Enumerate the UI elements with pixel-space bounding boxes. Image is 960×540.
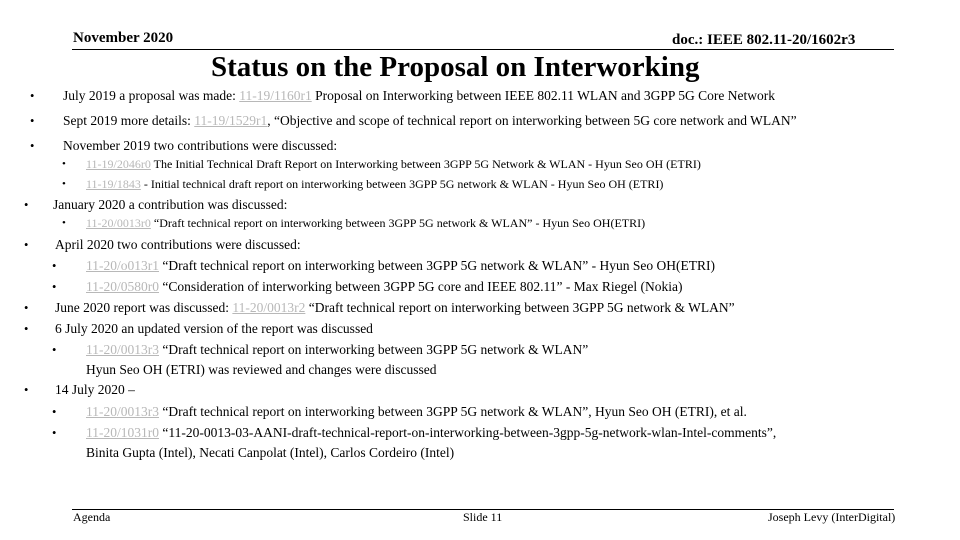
list-item: [53, 197, 287, 213]
list-item: [86, 216, 645, 231]
item-text: 14 July 2020 –: [55, 382, 135, 397]
item-text: Hyun Seo OH (ETRI) was reviewed and changes were discussed: [86, 362, 437, 377]
document-link[interactable]: 11-20/0013r0: [86, 216, 151, 230]
item-text: “Draft technical report on interworking between 3GPP 5G network & WLAN” - Hyun Seo OH(ETRI): [150, 216, 646, 230]
bullet-icon: •: [24, 322, 29, 336]
bullet-icon: •: [24, 301, 29, 315]
item-text: The Initial Technical Draft Report on Interworking between 3GPP 5G Network & WLAN - Hyun Seo OH (ETRI): [150, 157, 701, 171]
item-text: January 2020 a contribution was discussed:: [53, 197, 288, 212]
item-text: “Consideration of interworking between 3GPP 5G core and IEEE 802.11” - Max Riegel (Nokia): [159, 279, 683, 294]
list-item: [86, 258, 715, 274]
document-link[interactable]: 11-20/0013r3: [86, 342, 159, 357]
item-text: April 2020 two contributions were discussed:: [55, 237, 301, 252]
bullet-icon: •: [24, 383, 29, 397]
header-rule: [72, 49, 894, 50]
item-text: July 2019 a proposal was made:: [63, 88, 240, 103]
bullet-icon: •: [62, 158, 66, 170]
list-item: [63, 88, 775, 104]
bullet-icon: •: [30, 114, 35, 128]
item-text: “Draft technical report on interworking between 3GPP 5G network & WLAN”, Hyun Seo OH (ETRI), et al.: [159, 404, 747, 419]
list-item: [86, 362, 437, 378]
footer-author: Joseph Levy (InterDigital): [768, 510, 896, 524]
item-text: November 2019 two contributions were discussed:: [63, 138, 338, 153]
bullet-icon: •: [24, 198, 29, 212]
list-item: [86, 157, 701, 172]
header-date: November 2020: [73, 30, 174, 46]
document-link[interactable]: 11-20/o013r1: [86, 258, 159, 273]
item-text: “Draft technical report on interworking between 3GPP 5G network & WLAN” - Hyun Seo OH(ETRI): [159, 258, 715, 273]
bullet-icon: •: [52, 259, 57, 273]
document-link[interactable]: 11-19/1160r1: [239, 88, 312, 103]
item-text: “Draft technical report on interworking between 3GPP 5G network & WLAN”: [159, 342, 589, 357]
bullet-icon: •: [30, 139, 35, 153]
item-text: “11-20-0013-03-AANI-draft-technical-report-on-interworking-between-3gpp-5g-network-wlan-Intel-comments”,: [159, 425, 777, 440]
item-text: Sept 2019 more details:: [63, 113, 195, 128]
item-text: Binita Gupta (Intel), Necati Canpolat (Intel), Carlos Cordeiro (Intel): [86, 445, 455, 460]
list-item: [86, 445, 454, 461]
list-item: [63, 113, 797, 129]
item-text: Proposal on Interworking between IEEE 802.11 WLAN and 3GPP 5G Core Network: [311, 88, 776, 103]
bullet-icon: •: [52, 280, 57, 294]
item-text: 6 July 2020 an updated version of the report was discussed: [55, 321, 373, 336]
bullet-icon: •: [24, 238, 29, 252]
header-doc-id: doc.: IEEE 802.11-20/1602r3: [672, 32, 856, 48]
list-item: [86, 177, 663, 192]
list-item: [86, 425, 776, 441]
document-link[interactable]: 11-20/0580r0: [86, 279, 159, 294]
page-title: Status on the Proposal on Interworking: [211, 51, 700, 83]
item-text: June 2020 report was discussed:: [55, 300, 233, 315]
bullet-icon: •: [52, 343, 57, 357]
document-link[interactable]: 11-19/1529r1: [194, 113, 268, 128]
item-text: “Draft technical report on interworking between 3GPP 5G network & WLAN”: [305, 300, 735, 315]
list-item: [55, 382, 135, 398]
document-link[interactable]: 11-20/0013r2: [232, 300, 306, 315]
bullet-icon: •: [30, 89, 35, 103]
bullet-icon: •: [52, 426, 57, 440]
list-item: [86, 279, 683, 295]
footer-slide-number: Slide 11: [463, 510, 503, 524]
list-item: [63, 138, 337, 154]
bullet-icon: •: [62, 217, 66, 229]
list-item: [86, 342, 588, 358]
document-link[interactable]: 11-19/2046r0: [86, 157, 151, 171]
document-link[interactable]: 11-20/1031r0: [86, 425, 159, 440]
bullet-icon: •: [62, 178, 66, 190]
list-item: [86, 404, 747, 420]
footer-left: Agenda: [73, 510, 111, 524]
document-link[interactable]: 11-19/1843: [86, 177, 141, 191]
document-link[interactable]: 11-20/0013r3: [86, 404, 159, 419]
list-item: [55, 321, 373, 337]
bullet-icon: •: [52, 405, 57, 419]
item-text: , “Objective and scope of technical report on interworking between 5G core network and WLAN”: [267, 113, 797, 128]
list-item: [55, 300, 735, 316]
list-item: [55, 237, 301, 253]
item-text: - Initial technical draft report on interworking between 3GPP 5G network & WLAN - Hyun Seo OH (ETRI): [140, 177, 664, 191]
